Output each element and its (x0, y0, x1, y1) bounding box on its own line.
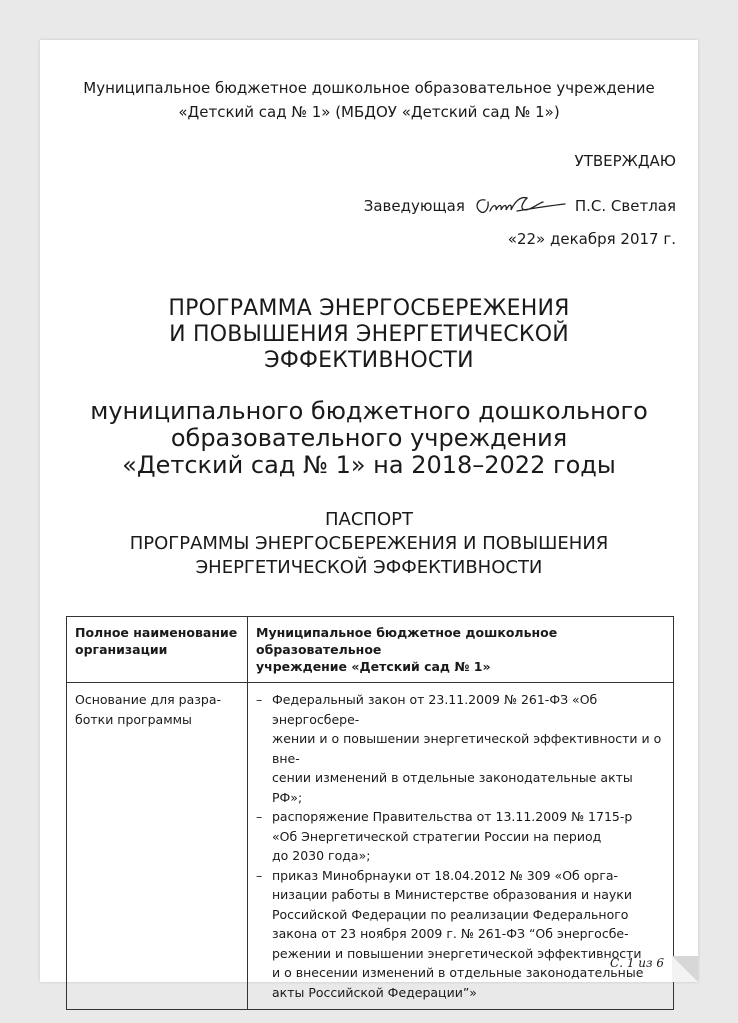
list-item-line: до 2030 года»; (272, 848, 371, 863)
approval-role: Заведующая (363, 197, 465, 215)
list-item-line: жении и о повышении энергетической эффективности и о вне- (272, 731, 662, 766)
approval-signature-line (364, 192, 676, 220)
program-subtitle-line: «Детский сад № 1» на 2018–2022 годы (122, 451, 616, 479)
organization-header (40, 76, 698, 124)
approval-date: «22» декабря 2017 г. (507, 230, 676, 248)
cell-line: организации (75, 642, 168, 657)
org-line-2: «Детский сад № 1» (МБДОУ «Детский сад № 1») (178, 103, 560, 121)
list-item-line: – приказ Минобрнауки от 18.04.2012 № 309 «Об орга- (272, 867, 619, 883)
list-item-line: – распоряжение Правительства от 13.11.2009 № 1715-р (272, 809, 633, 824)
list-item-line: Российской Федерации по реализации Федерального (272, 906, 629, 922)
list-item (256, 807, 665, 866)
table-row (67, 617, 674, 683)
cell-line: Полное наименование (75, 625, 238, 640)
cell-line: ботки программы (75, 711, 192, 727)
list-item-line: режении и повышении энергетической эффективности (272, 945, 642, 961)
row-value-cell (248, 617, 674, 683)
page-number: С. 1 из 6 (610, 956, 664, 970)
handwritten-signature (471, 192, 569, 220)
approval-title: УТВЕРЖДАЮ (574, 152, 676, 170)
document-page (40, 40, 698, 1000)
approval-name: П.С. Светлая (574, 197, 676, 215)
program-subtitle (40, 398, 698, 479)
program-title-line: ЭФФЕКТИВНОСТИ (264, 348, 474, 373)
list-item-line: низации работы в Министерстве образования и науки (272, 887, 632, 902)
list-item (256, 866, 665, 1003)
row-label-cell (67, 617, 248, 683)
program-title (40, 296, 698, 374)
program-title-line: ПРОГРАММА ЭНЕРГОСБЕРЕЖЕНИЯ (168, 296, 570, 321)
basis-list (256, 690, 665, 1002)
list-item-line: закона от 23 ноября 2009 г. № 261-ФЗ “Об энергосбе- (272, 926, 629, 941)
passport-table (66, 616, 674, 1010)
program-subtitle-line: муниципального бюджетного дошкольного (90, 397, 648, 425)
passport-title (40, 508, 698, 580)
program-title-line: И ПОВЫШЕНИЯ ЭНЕРГЕТИЧЕСКОЙ (169, 322, 569, 347)
cell-line: Муниципальное бюджетное дошкольное образовательное (256, 625, 558, 657)
program-subtitle-line: образовательного учреждения (170, 424, 568, 452)
row-label-cell (67, 683, 248, 1010)
table-row (67, 683, 674, 1010)
list-item-line: сении изменений в отдельные законодательные акты РФ»; (272, 770, 633, 805)
page-corner-fold (672, 956, 698, 982)
list-item-line: акты Российской Федерации”» (272, 984, 477, 1000)
list-item-line: и о внесении изменений в отдельные законодательные (272, 965, 644, 980)
passport-title-line: ПАСПОРТ (325, 509, 413, 530)
cell-line: Основание для разра- (75, 692, 221, 707)
passport-title-line: ЭНЕРГЕТИЧЕСКОЙ ЭФФЕКТИВНОСТИ (195, 557, 543, 578)
list-item-line: – Федеральный закон от 23.11.2009 № 261-ФЗ «Об энергосбере- (272, 692, 598, 727)
list-item (256, 690, 665, 807)
cell-line: учреждение «Детский сад № 1» (256, 659, 491, 674)
org-line-1: Муниципальное бюджетное дошкольное образовательное учреждение (83, 79, 655, 97)
passport-title-line: ПРОГРАММЫ ЭНЕРГОСБЕРЕЖЕНИЯ И ПОВЫШЕНИЯ (129, 533, 609, 554)
list-item-line: «Об Энергетической стратегии России на период (272, 828, 602, 844)
